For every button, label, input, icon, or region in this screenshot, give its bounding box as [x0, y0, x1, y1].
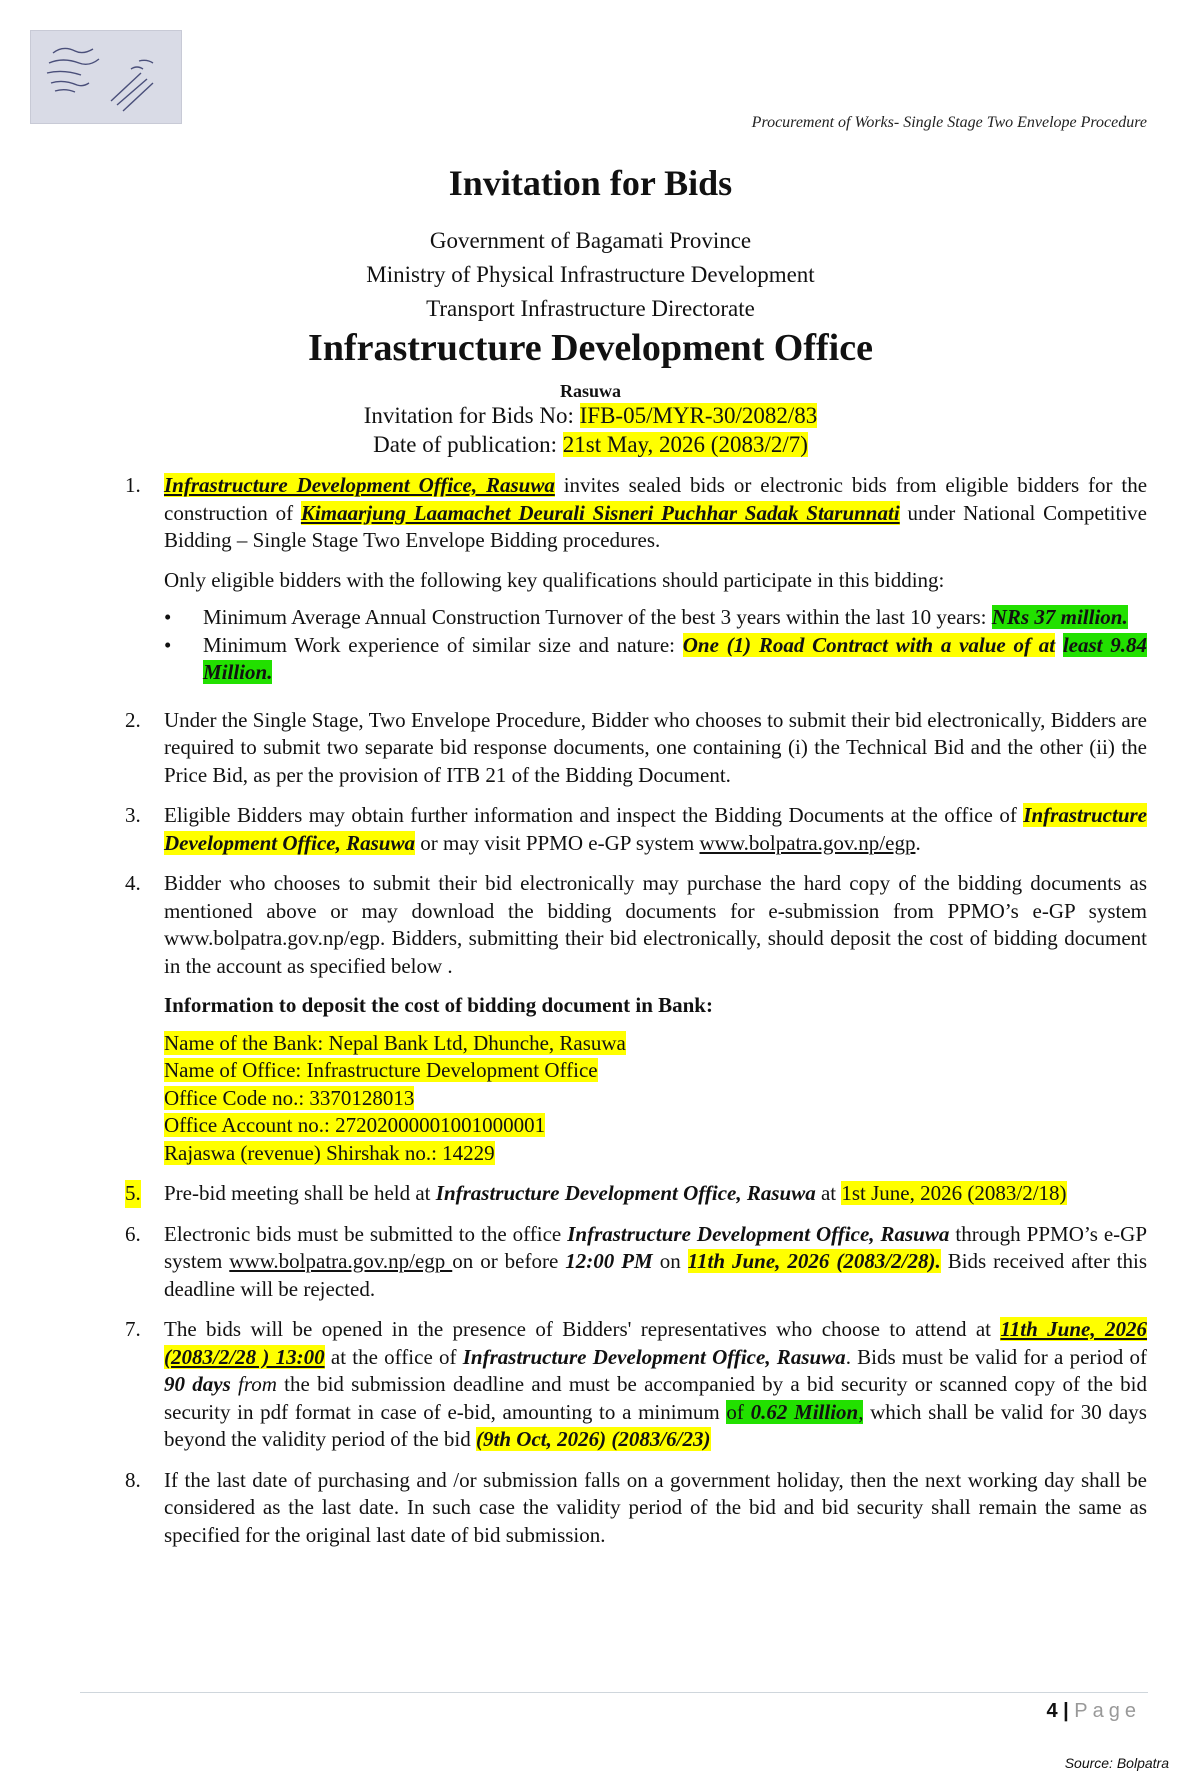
office-name: Infrastructure Development Office, Rasuwa [435, 1181, 816, 1205]
clause-number: 3. [125, 803, 141, 827]
clause-text: Under the Single Stage, Two Envelope Procedure, Bidder who chooses to submit their bid electronically, Bidders are required to submit two separate bid response documents, one containing (i) the Technical Bid and the other (ii) the Price Bid, as per the provision of ITB 21 of the Bidding Document. [164, 707, 1147, 787]
gov-line-2: Ministry of Physical Infrastructure Development [366, 262, 815, 287]
publication-date-line [0, 432, 1181, 458]
office-title: Infrastructure Development Office [308, 327, 873, 369]
gov-line-3: Transport Infrastructure Directorate [426, 296, 755, 321]
clause-text [164, 472, 1147, 555]
source-credit: Source: Bolpatra [1064, 1755, 1169, 1771]
clause-number: 4. [125, 871, 141, 895]
office-code: Office Code no.: 3370128013 [164, 1085, 415, 1110]
text-run: from [230, 1372, 277, 1396]
footer-divider [80, 1692, 1148, 1693]
bank-info-line [164, 1140, 1147, 1168]
ifb-body [0, 472, 1181, 1562]
qualification-intro: Only eligible bidders with the following key qualifications should participate in this bidding: [164, 567, 945, 592]
office-name: Infrastructure Development Office, Rasuwa [164, 473, 555, 497]
text-run: Minimum Work experience of similar size and nature: [203, 632, 683, 657]
text-run: through PPMO’s e-GP system [164, 1221, 1148, 1273]
qualification-item [164, 632, 1147, 687]
prebid-date: 1st June, 2026 (2083/2/18) [841, 1181, 1067, 1205]
gov-line-1: Government of Bagamati Province [429, 228, 752, 253]
bank-info-line [164, 1057, 1147, 1085]
experience-amount: least 9.84 Million. [203, 632, 1147, 684]
pub-label: Date of publication: [373, 432, 563, 457]
text-run: The bids will be opened in the presence of Bidders' representatives who choose to attend at [164, 1317, 1001, 1341]
project-name: Kimaarjung Laamachet Deurali Sisneri Puchhar Sadak Starunnati [300, 500, 900, 525]
clause-number: 6. [125, 1221, 141, 1246]
clause-number: 5. [125, 1180, 141, 1208]
clause-text [164, 802, 1147, 857]
security-validity-date: (9th Oct, 2026) (2083/6/23) [476, 1427, 711, 1451]
clause-number: 1. [125, 473, 141, 497]
text-run: at [815, 1181, 842, 1205]
official-seal-image [30, 30, 182, 124]
page-word: Page [1074, 1700, 1141, 1722]
submission-date: 11th June, 2026 (2083/2/28). [687, 1249, 941, 1273]
office-name: Infrastructure Development Office, Rasuwa [567, 1221, 950, 1246]
text-run: . [915, 830, 921, 855]
bank-info-block [164, 1030, 1147, 1168]
text-run: on [652, 1249, 688, 1273]
clause-text: Bidder who chooses to submit their bid electronically may purchase the hard copy of the bidding documents as mentioned above or may download the bidding documents for e-submission from PPMO’s e-GP system www.bolpatra.gov.np/egp. Bidders, submitting their bid electronically, should deposit the cost of bidding document in the account as specified below . [164, 871, 1147, 978]
office-name: Infrastructure Development Office, Rasuwa [462, 1344, 846, 1369]
text-run: or may visit PPMO e-GP system [415, 830, 700, 855]
bank-info-line [164, 1030, 1147, 1058]
egp-link[interactable]: www.bolpatra.gov.np/egp [699, 830, 916, 855]
submission-time: 12:00 PM [565, 1249, 653, 1273]
text-run: invites sealed bids or electronic bids from eligible bidders for the construction of [164, 473, 1148, 525]
egp-link[interactable]: www.bolpatra.gov.np/egp [229, 1249, 453, 1273]
clause-4 [125, 870, 1147, 1167]
page-number-value: 4 [1046, 1700, 1058, 1722]
clause-6 [125, 1221, 1148, 1304]
text-run: Eligible Bidders may obtain further information and inspect the Bidding Documents at the office of [164, 803, 1024, 827]
text-run: , [858, 1399, 864, 1424]
experience-value: One (1) Road Contract with a value of at [682, 632, 1056, 657]
running-header: Procurement of Works- Single Stage Two Envelope Procedure [751, 114, 1147, 131]
bullet-icon: • [164, 632, 172, 657]
text-run: Minimum Average Annual Construction Turnover of the best 3 years within the last 10 years: [203, 605, 992, 629]
bank-info-heading: Information to deposit the cost of bidding document in Bank: [164, 993, 713, 1017]
revenue-head: Rajaswa (revenue) Shirshak no.: 14229 [164, 1140, 495, 1165]
clause-3 [125, 802, 1147, 857]
text-run: on or before [452, 1249, 566, 1273]
clause-number: 2. [125, 707, 141, 732]
page-number [1046, 1700, 1141, 1723]
text-run: Bids received after this deadline will be rejected. [164, 1249, 1148, 1301]
clause-2 [125, 707, 1147, 790]
ifb-number: IFB-05/MYR-30/2082/83 [579, 403, 818, 428]
seal-icon [31, 31, 181, 123]
clause-text [164, 1221, 1147, 1304]
bank-name: Name of the Bank: Nepal Bank Ltd, Dhunche, Rasuwa [164, 1030, 626, 1055]
ifb-label: Invitation for Bids No: [363, 403, 580, 428]
office-name: Infrastructure Development Office, Rasuwa [164, 803, 1147, 855]
text-run: Pre-bid meeting shall be held at [164, 1181, 436, 1205]
text-run: Electronic bids must be submitted to the office [164, 1221, 568, 1246]
district-name: Rasuwa [559, 381, 621, 401]
text-run: the bid submission deadline and must be accompanied by a bid security or scanned copy of the bid security in pdf format in case of e-bid, amounting to a minimum [164, 1372, 1147, 1424]
pub-date: 21st May, 2026 (2083/2/7) [562, 432, 808, 457]
text-run: . Bids must be valid for a period of [845, 1344, 1147, 1369]
qualification-list [164, 604, 1147, 687]
qualification-item [164, 604, 1147, 632]
clause-8 [125, 1467, 1147, 1550]
ifb-number-line [0, 403, 1181, 429]
text-run: which shall be valid for 30 days beyond the validity period of the bid [164, 1399, 1147, 1451]
office-name-line: Name of Office: Infrastructure Development Office [164, 1058, 598, 1082]
bank-info-line [164, 1112, 1147, 1140]
account-number: Office Account no.: 27202000001001000001 [164, 1113, 546, 1137]
clause-number: 7. [125, 1317, 141, 1341]
validity-days: 90 days [164, 1372, 231, 1396]
bullet-icon: • [164, 605, 172, 629]
page-separator: | [1057, 1700, 1075, 1722]
opening-date: 11th June, 2026 (2083/2/28 ) 13:00 [164, 1317, 1147, 1369]
text-run: of [726, 1399, 751, 1424]
page-title: Invitation for Bids [448, 163, 733, 203]
bank-info-line [164, 1085, 1147, 1113]
clause-7 [125, 1316, 1147, 1454]
clause-text [164, 1180, 1147, 1208]
clause-text [164, 1316, 1147, 1454]
clause-1 [125, 472, 1148, 687]
clause-5 [125, 1180, 1147, 1208]
clause-text: If the last date of purchasing and /or submission falls on a government holiday, then the next working day shall be considered as the last date. In such case the validity period of the bid and bid security shall remain the same as specified for the original last date of bid submission. [164, 1467, 1147, 1547]
clause-number: 8. [125, 1467, 141, 1492]
bid-security-amount: 0.62 Million [750, 1399, 859, 1424]
turnover-value: NRs 37 million. [991, 605, 1128, 629]
text-run: under National Competitive Bidding – Single Stage Two Envelope Bidding procedures. [164, 500, 1147, 552]
text-run: at the office of [324, 1344, 463, 1369]
